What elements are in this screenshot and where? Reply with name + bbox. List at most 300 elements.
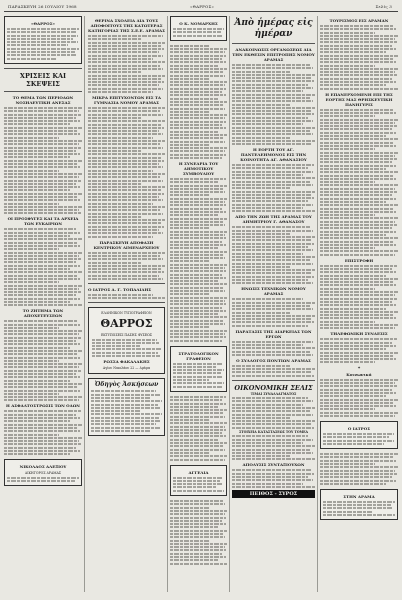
text-line xyxy=(320,294,395,296)
text-line xyxy=(232,230,313,232)
small-box xyxy=(170,16,227,41)
advert-address: Αγίου Νικολάου 22 — Δράμα xyxy=(102,366,151,371)
text-line xyxy=(170,218,227,220)
text-line xyxy=(170,104,224,106)
text-line xyxy=(320,453,398,455)
text-line xyxy=(232,87,313,89)
text-line xyxy=(232,308,313,310)
text-line xyxy=(320,473,397,475)
text-line xyxy=(4,350,82,352)
text-line xyxy=(320,165,396,167)
text-line xyxy=(170,340,222,342)
text-line xyxy=(173,382,224,384)
text-line xyxy=(320,317,396,319)
text-line xyxy=(88,166,163,168)
text-line xyxy=(88,173,165,175)
text-line xyxy=(4,298,80,300)
text-line xyxy=(232,167,308,169)
text-line xyxy=(91,430,151,432)
text-line xyxy=(4,130,77,132)
text-line xyxy=(4,443,81,445)
article-body xyxy=(320,453,398,485)
text-line xyxy=(232,184,313,186)
text-line xyxy=(4,450,80,452)
text-line xyxy=(170,280,218,282)
text-line xyxy=(170,445,224,447)
text-line xyxy=(170,211,226,213)
text-line xyxy=(320,204,398,206)
text-line xyxy=(4,337,81,339)
text-line xyxy=(173,31,221,33)
text-line xyxy=(170,234,225,236)
text-line xyxy=(170,98,218,100)
text-line xyxy=(170,563,227,565)
text-line xyxy=(170,71,224,73)
text-line xyxy=(320,78,392,80)
headline: ΤΗΛΕΦΩΝΙΚΗ ΣΥΝΔΕΣΙΣ xyxy=(330,331,388,337)
text-line xyxy=(320,358,396,360)
text-line xyxy=(320,135,386,137)
text-line xyxy=(88,262,142,264)
text-line xyxy=(232,400,313,402)
text-line xyxy=(170,221,224,223)
text-line xyxy=(88,203,153,205)
text-line xyxy=(232,249,313,251)
text-line xyxy=(320,470,395,472)
text-line xyxy=(170,127,226,129)
text-line xyxy=(4,114,81,116)
text-line xyxy=(232,94,315,96)
text-line xyxy=(170,257,225,259)
text-line xyxy=(232,177,315,179)
text-line xyxy=(232,236,315,238)
text-line xyxy=(4,324,80,326)
text-line xyxy=(170,310,226,312)
text-line xyxy=(88,78,162,80)
text-line xyxy=(4,153,80,155)
text-line xyxy=(170,75,225,77)
text-line xyxy=(7,31,76,33)
text-line xyxy=(88,71,142,73)
text-line xyxy=(4,147,81,149)
column-2 xyxy=(88,16,165,592)
text-line xyxy=(170,247,218,249)
text-line xyxy=(170,500,224,502)
text-line xyxy=(232,483,303,485)
masthead-title: «ΘΑΡΡΟΣ» xyxy=(31,21,55,26)
article-body xyxy=(4,320,82,401)
finance-section-title: ΟΙΚΟΝΟΜΙΚΗ ΣΕΛΙΣ xyxy=(234,383,313,392)
masthead-box xyxy=(4,16,82,64)
divider xyxy=(4,91,82,92)
text-line xyxy=(88,193,164,195)
text-line xyxy=(232,104,290,106)
text-line xyxy=(320,145,396,147)
text-line xyxy=(323,504,391,506)
text-line xyxy=(320,460,396,462)
text-line xyxy=(320,278,398,280)
text-line xyxy=(4,261,76,263)
text-line xyxy=(88,213,163,215)
article-body xyxy=(4,107,82,215)
text-line xyxy=(88,61,165,63)
text-line xyxy=(88,189,162,191)
text-line xyxy=(88,278,163,280)
text-line xyxy=(91,413,162,415)
divider xyxy=(88,283,165,284)
text-line xyxy=(170,326,210,328)
headline: ΟΙ ΠΡΟΣΦΥΓΕΣ ΚΑΙ ΤΑ ΑΡΧΕΙΑ ΤΩΝ ΕΥΚΑΙΡΙΩΝ xyxy=(7,216,79,227)
advert-top: ΕΛΛΗΝΙΚΟΝ ΤΥΠΟΓΡΑΦΕΙΟΝ xyxy=(101,311,152,316)
article-body xyxy=(4,228,82,306)
divider xyxy=(232,43,315,44)
text-line xyxy=(232,407,315,409)
text-line xyxy=(170,277,226,279)
text-line xyxy=(4,140,82,142)
text-line xyxy=(320,115,375,117)
text-line xyxy=(4,288,79,290)
text-line xyxy=(4,166,80,168)
text-line xyxy=(323,433,394,435)
text-line xyxy=(88,153,165,155)
text-line xyxy=(4,393,59,395)
text-line xyxy=(170,507,210,509)
text-line xyxy=(232,84,308,86)
text-line xyxy=(4,370,81,372)
text-line xyxy=(4,203,59,205)
text-line xyxy=(323,501,395,503)
text-line xyxy=(4,340,76,342)
headline: Κοινωνικά xyxy=(346,371,372,377)
text-line xyxy=(4,117,76,119)
text-line xyxy=(88,196,159,198)
text-line xyxy=(320,211,396,213)
text-line xyxy=(7,48,79,50)
page-masthead-small: «ΘΑΡΡΟΣ» xyxy=(190,4,215,9)
text-line xyxy=(232,404,303,406)
text-line xyxy=(232,123,303,125)
text-line xyxy=(320,254,395,256)
text-line xyxy=(232,368,315,370)
headline: Η ΑΣΦΑΛΤΟΣΤΡΩΣΙΣ ΤΩΝ ΟΔΩΝ xyxy=(6,403,80,409)
text-line xyxy=(320,198,396,200)
text-line xyxy=(320,395,386,397)
text-line xyxy=(170,442,227,444)
text-line xyxy=(320,402,393,404)
text-line xyxy=(4,386,77,388)
text-line xyxy=(170,426,225,428)
text-line xyxy=(320,58,393,60)
text-line xyxy=(170,513,225,515)
text-line xyxy=(88,58,153,60)
text-line xyxy=(4,440,79,442)
headline: ΘΕΡΙΝΑ ΣΧΟΛΕΙΑ ΔΙΑ ΤΟΥΣ ΑΠΟΦΟΙΤΟΥΣ ΤΗΣ ΚΑΤΩΤΕΡΑΣ ΚΑΤΗΓΟΡΙΑΣ ΤΗΣ Σ.Ε.Ε. ΔΡΑΜΑΣ xyxy=(88,18,165,33)
text-line xyxy=(232,64,310,66)
text-line xyxy=(4,304,82,306)
text-line xyxy=(88,258,163,260)
article-body xyxy=(232,298,315,326)
headline: ΑΠΟΛΥΣΙΣ ΣΥΝΤΑΞΙΟΥΧΩΝ xyxy=(242,462,305,468)
text-line xyxy=(232,174,303,176)
text-line xyxy=(320,65,375,67)
text-line xyxy=(232,354,313,356)
article-body xyxy=(320,379,398,417)
text-line xyxy=(170,55,226,57)
text-line xyxy=(88,35,163,37)
text-line xyxy=(320,175,393,177)
text-line xyxy=(7,58,57,60)
text-line xyxy=(4,434,59,436)
text-line xyxy=(320,412,398,414)
text-line xyxy=(7,51,75,53)
divider xyxy=(232,380,315,381)
text-line xyxy=(7,54,77,56)
text-line xyxy=(170,510,227,512)
text-line xyxy=(170,61,226,63)
text-line xyxy=(320,399,398,401)
text-line xyxy=(4,437,82,439)
text-line xyxy=(170,399,222,401)
text-line xyxy=(4,193,82,195)
headline: ΤΟ ΘΕΜΑ ΤΩΝ ΠΕΡΙΟΔΩΝ ΝΟΣΗΛΕΥΤΙΚΗ ΑΝΕΣΑΣ xyxy=(12,94,74,105)
text-line xyxy=(232,344,303,346)
text-line xyxy=(320,324,398,326)
text-line xyxy=(320,466,398,468)
text-line xyxy=(170,58,222,60)
text-line xyxy=(4,163,77,165)
text-line xyxy=(4,133,80,135)
bottom-box xyxy=(320,489,398,520)
text-line xyxy=(232,90,303,92)
text-line xyxy=(4,275,77,277)
text-line xyxy=(232,207,303,209)
text-line xyxy=(320,155,395,157)
text-line xyxy=(170,231,227,233)
text-line xyxy=(170,543,227,545)
text-line xyxy=(232,120,313,122)
headline: ΜΙΚΡΑ ΕΠΙΤΥΧΟΝΤΩΝ ΕΙΣ ΤΑ ΓΥΜΝΑΣΙΑ ΝΟΜΟΥ ΔΡΑΜΑΣ xyxy=(92,95,161,106)
text-line xyxy=(232,74,315,76)
text-line xyxy=(170,208,222,210)
text-line xyxy=(320,244,396,246)
text-line xyxy=(173,477,223,479)
text-line xyxy=(323,440,394,442)
text-line xyxy=(170,503,225,505)
text-line xyxy=(4,110,79,112)
text-line xyxy=(170,429,226,431)
text-line xyxy=(88,271,164,273)
text-line xyxy=(170,144,210,146)
text-line xyxy=(4,248,59,250)
text-line xyxy=(320,71,395,73)
article-body xyxy=(320,109,398,256)
text-line xyxy=(232,410,310,412)
article-body xyxy=(232,469,315,487)
text-line xyxy=(232,414,313,416)
notice-doctor: Ο ΙΑΤΡΟΣ Α. Γ. ΤΟΠΑΛΙΔΗΣ xyxy=(88,287,152,292)
text-line xyxy=(4,424,82,426)
text-line xyxy=(92,348,161,350)
text-line xyxy=(170,198,227,200)
text-line xyxy=(170,283,227,285)
headline: Ο ΣΥΛΛΟΓΟΣ ΠΟΝΤΙΩΝ ΔΡΑΜΑΣ xyxy=(236,357,311,363)
text-line xyxy=(232,110,312,112)
printshop-advert xyxy=(88,307,165,374)
column-separator xyxy=(84,16,85,592)
text-line xyxy=(170,452,210,454)
text-line xyxy=(232,171,313,173)
text-line xyxy=(4,376,80,378)
text-line xyxy=(88,133,163,135)
text-line xyxy=(170,530,227,532)
text-line xyxy=(4,252,82,254)
text-line xyxy=(320,38,395,40)
text-line xyxy=(232,113,314,115)
text-line xyxy=(232,351,310,353)
text-line xyxy=(320,161,392,163)
text-line xyxy=(88,183,142,185)
article-body xyxy=(232,341,315,356)
text-line xyxy=(320,392,396,394)
text-line xyxy=(4,330,82,332)
text-line xyxy=(232,455,290,457)
text-line xyxy=(4,399,79,401)
text-line xyxy=(88,206,165,208)
text-line xyxy=(170,526,218,528)
text-line xyxy=(170,419,210,421)
text-line xyxy=(88,209,160,211)
text-line xyxy=(232,143,312,145)
text-line xyxy=(320,45,392,47)
text-line xyxy=(4,206,82,208)
text-line xyxy=(4,268,70,270)
text-line xyxy=(4,390,80,392)
column-3 xyxy=(170,16,227,592)
text-line xyxy=(320,35,398,37)
text-line xyxy=(170,121,226,123)
text-line xyxy=(4,245,80,247)
text-line xyxy=(170,290,225,292)
text-line xyxy=(320,109,393,111)
text-line xyxy=(170,201,225,203)
text-line xyxy=(320,68,398,70)
text-line xyxy=(320,122,395,124)
text-line xyxy=(88,222,162,224)
text-line xyxy=(4,357,80,359)
text-line xyxy=(170,300,225,302)
text-line xyxy=(4,258,81,260)
text-line xyxy=(170,81,227,83)
text-line xyxy=(232,204,313,206)
text-line xyxy=(88,75,165,77)
text-line xyxy=(232,197,314,199)
page-date: ΠΑΡΑΣΚΕΥΗ 26 ΙΟΥΛΙΟΥ 1968 xyxy=(8,4,77,9)
article-body xyxy=(170,500,227,565)
text-line xyxy=(4,143,79,145)
advert-name: ΝΙΚΟΛΑΟΣ ΑΛΕΞΙΟΥ xyxy=(19,464,67,470)
text-line xyxy=(170,416,225,418)
text-line xyxy=(170,237,226,239)
text-line xyxy=(170,409,227,411)
finance-table xyxy=(232,435,315,460)
text-line xyxy=(232,427,314,429)
text-line xyxy=(173,372,221,374)
text-line xyxy=(323,514,395,516)
text-line xyxy=(320,88,398,90)
text-line xyxy=(320,74,397,76)
advert-brand: ΘΑΡΡΟΣ xyxy=(100,317,153,331)
text-line xyxy=(173,363,223,365)
text-line xyxy=(170,157,222,159)
text-line xyxy=(170,131,218,133)
text-line xyxy=(173,28,224,30)
text-line xyxy=(320,128,392,130)
headline: ΤΟ ΖΗΤΗΜΑ ΤΩΝ ΑΠΟΧΕΤΕΥΣΕΩΝ xyxy=(22,308,64,319)
notice-title: Ο ΙΑΤΡΟΣ xyxy=(347,425,371,431)
divider xyxy=(4,68,82,69)
text-line xyxy=(4,417,80,419)
finance-table-head: ΤΙΜΑΙ ΣΥΝΑΛΛΑΓΜΑΤΟΣ xyxy=(250,391,297,396)
text-line xyxy=(232,233,290,235)
text-line xyxy=(88,180,163,182)
text-line xyxy=(232,375,314,377)
header-rule xyxy=(4,11,398,12)
text-line xyxy=(4,199,80,201)
text-line xyxy=(170,435,226,437)
text-line xyxy=(170,559,218,561)
text-line xyxy=(88,68,163,70)
text-line xyxy=(320,25,393,27)
text-line xyxy=(232,282,313,284)
text-line xyxy=(232,269,315,271)
text-line xyxy=(4,156,70,158)
text-line xyxy=(232,194,312,196)
text-line xyxy=(320,191,397,193)
text-line xyxy=(88,48,164,50)
text-line xyxy=(320,48,396,50)
text-line xyxy=(320,291,398,293)
text-line xyxy=(4,301,70,303)
text-line xyxy=(323,443,384,445)
text-line xyxy=(232,253,303,255)
text-line xyxy=(170,241,222,243)
text-line xyxy=(88,65,160,67)
text-line xyxy=(88,236,153,238)
column-1 xyxy=(4,16,82,592)
text-line xyxy=(320,61,396,63)
text-line xyxy=(320,338,397,340)
text-line xyxy=(91,404,158,406)
text-line xyxy=(4,353,77,355)
text-line xyxy=(4,380,70,382)
text-line xyxy=(232,239,312,241)
text-line xyxy=(232,80,314,82)
text-line xyxy=(4,150,76,152)
text-line xyxy=(320,194,392,196)
text-line xyxy=(4,235,70,237)
text-line xyxy=(232,133,313,135)
text-line xyxy=(320,234,386,236)
column-5 xyxy=(320,16,398,592)
text-line xyxy=(320,201,386,203)
text-line xyxy=(88,38,142,40)
text-line xyxy=(320,476,392,478)
text-line xyxy=(4,430,80,432)
text-line xyxy=(7,44,68,46)
text-line xyxy=(320,348,386,350)
text-line xyxy=(4,414,76,416)
text-line xyxy=(320,168,386,170)
